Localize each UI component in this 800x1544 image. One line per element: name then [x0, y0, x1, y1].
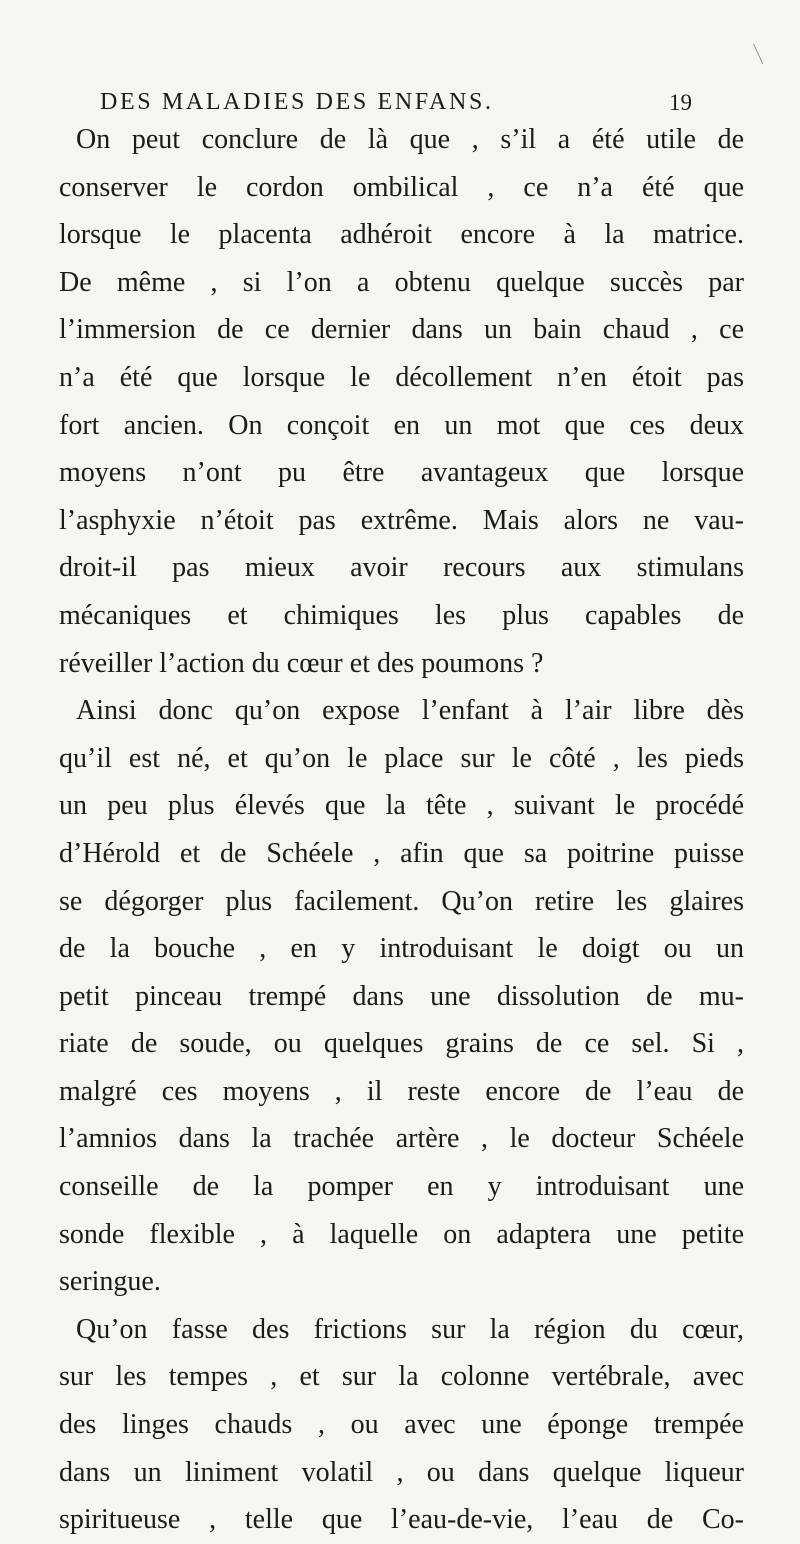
body-text [59, 116, 744, 1544]
text-line: sonde flexible , à laquelle on adaptera une petite [59, 1218, 744, 1250]
text-line: spiritueuse , telle que l’eau-de-vie, l’eau de Co- [59, 1504, 744, 1536]
text-line: droit-il pas mieux avoir recours aux stimulans [59, 552, 744, 584]
margin-mark [753, 44, 763, 64]
running-head: DES MALADIES DES ENFANS. [100, 89, 494, 115]
text-line: des linges chauds , ou avec une éponge trempée [59, 1409, 744, 1441]
text-line: qu’il est né, et qu’on le place sur le côté , les pieds [59, 742, 744, 774]
text-line: n’a été que lorsque le décollement n’en étoit pas [59, 361, 744, 393]
text-line: petit pinceau trempé dans une dissolution de mu- [59, 980, 744, 1012]
page-header [100, 78, 700, 114]
text-line: un peu plus élevés que la tête , suivant le procédé [59, 790, 744, 822]
text-line: De même , si l’on a obtenu quelque succès par [59, 266, 744, 298]
text-line: Qu’on fasse des frictions sur la région du cœur, [76, 1313, 744, 1345]
text-line: lorsque le placenta adhéroit encore à la matrice. [59, 219, 744, 251]
text-line: se dégorger plus facilement. Qu’on retire les glaires [59, 885, 744, 917]
text-line: conserver le cordon ombilical , ce n’a été que [59, 171, 744, 203]
text-line: dans un liniment volatil , ou dans quelque liqueur [59, 1456, 744, 1488]
text-line: On peut conclure de là que , s’il a été utile de [76, 124, 744, 155]
text-line: seringue. [59, 1266, 161, 1298]
text-line: d’Hérold et de Schéele , afin que sa poitrine puisse [59, 837, 744, 869]
text-line: Ainsi donc qu’on expose l’enfant à l’air libre dès [76, 695, 744, 727]
text-line: de la bouche , en y introduisant le doigt ou un [59, 933, 744, 965]
page-number: 19 [669, 90, 692, 115]
text-line: mécaniques et chimiques les plus capables de [59, 599, 744, 631]
text-line: l’immersion de ce dernier dans un bain chaud , ce [59, 314, 744, 346]
text-line: fort ancien. On conçoit en un mot que ces deux [59, 409, 744, 441]
text-line: malgré ces moyens , il reste encore de l’eau de [59, 1075, 744, 1107]
text-line: conseille de la pomper en y introduisant une [59, 1171, 744, 1203]
text-line: l’amnios dans la trachée artère , le docteur Schéele [59, 1123, 744, 1155]
text-line: l’asphyxie n’étoit pas extrême. Mais alors ne vau- [59, 504, 744, 536]
text-line: sur les tempes , et sur la colonne vertébrale, avec [59, 1361, 744, 1393]
text-line: moyens n’ont pu être avantageux que lorsque [59, 457, 744, 489]
text-line: réveiller l’action du cœur et des poumons ? [59, 647, 544, 679]
text-line: riate de soude, ou quelques grains de ce sel. Si , [59, 1028, 744, 1060]
